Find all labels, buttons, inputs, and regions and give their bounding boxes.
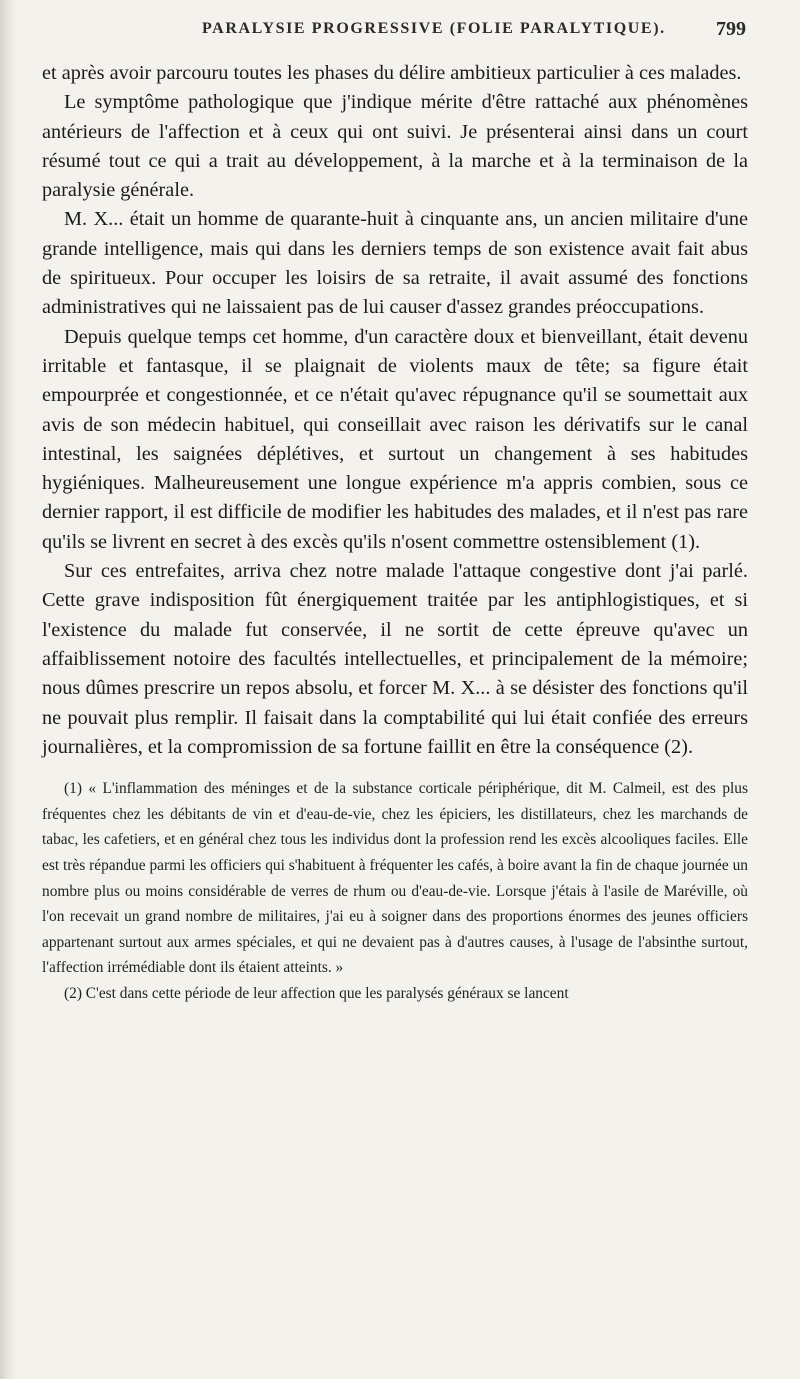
page-binding-shadow [0, 0, 16, 1379]
main-text [42, 59, 748, 762]
page-number: 799 [716, 18, 746, 40]
paragraph: Le symptôme pathologique que j'indique mérite d'être rattaché aux phénomènes antérieurs de l'affection et à ceux qui ont suivi. Je présenterai ainsi dans un court résumé tout ce qui a trait au développement, à la marche et à la terminaison de la paralysie générale. [42, 91, 748, 202]
footnotes [42, 776, 748, 1006]
paragraph-continued: et après avoir parcouru toutes les phases du délire ambitieux particulier à ces malades. [42, 62, 742, 84]
running-title: PARALYSIE PROGRESSIVE (FOLIE PARALYTIQUE). [202, 20, 666, 37]
paragraph: Depuis quelque temps cet homme, d'un caractère doux et bienveillant, était devenu irritable et fantasque, il se plaignait de violents maux de tête; sa figure était empourprée et congestionnée, et ce n'était qu'avec répugnance qu'il se soumettait aux avis de son médecin habituel, qui conseillait avec raison les dérivatifs sur le canal intestinal, les saignées déplétives, et surtout un changement à ses habitudes hygiéniques. Malheureusement une longue expérience m'a appris combien, sous ce dernier rapport, il est difficile de modifier les habitudes des malades, et il n'est pas rare qu'ils se livrent en secret à des excès qu'ils n'osent commettre ostensiblement (1). [42, 325, 748, 553]
running-head [42, 20, 748, 60]
book-page [42, 0, 748, 1006]
footnote-2: (2) C'est dans cette période de leur affection que les paralysés généraux se lancent [64, 984, 569, 1002]
paragraph: M. X... était un homme de quarante-huit à cinquante ans, un ancien militaire d'une grande intelligence, mais qui dans les derniers temps de son existence avait fait abus de spiritueux. Pour occuper les loisirs de sa retraite, il avait assumé des fonctions administratives qui ne laissaient pas de lui causer d'assez grandes préoccupations. [42, 208, 748, 319]
paragraph: Sur ces entrefaites, arriva chez notre malade l'attaque congestive dont j'ai parlé. Cette grave indisposition fût énergiquement traitée par les antiphlogistiques, et si l'existence du malade fut conservée, il ne sortit de cette épreuve qu'avec un affaiblissement notoire des facultés intellectuelles, et principalement de la mémoire; nous dûmes prescrire un repos absolu, et forcer M. X... à se désister des fonctions qu'il ne pouvait plus remplir. Il faisait dans la comptabilité qui lui était confiée des erreurs journalières, et la compromission de sa fortune faillit en être la conséquence (2). [42, 560, 748, 758]
footnote-1: (1) « L'inflammation des méninges et de la substance corticale périphérique, dit M. Calmeil, est des plus fréquentes chez les débitants de vin et d'eau-de-vie, chez les épiciers, les distillateurs, chez les marchands de tabac, les cafetiers, et en général chez tous les individus dont la profession rend les excès alcooliques faciles. Elle est très répandue parmi les officiers qui s'habituent à fréquenter les cafés, à boire avant la fin de chaque journée un nombre plus ou moins considérable de verres de rhum ou d'eau-de-vie. Lorsque j'étais à l'asile de Maréville, où l'on recevait un grand nombre de militaires, j'ai eu à soigner dans des proportions énormes des jeunes officiers appartenant surtout aux armes spéciales, et qui ne devaient pas à d'autres causes, à l'usage de l'absinthe surtout, l'affection irrémédiable dont ils étaient atteints. » [42, 780, 748, 977]
